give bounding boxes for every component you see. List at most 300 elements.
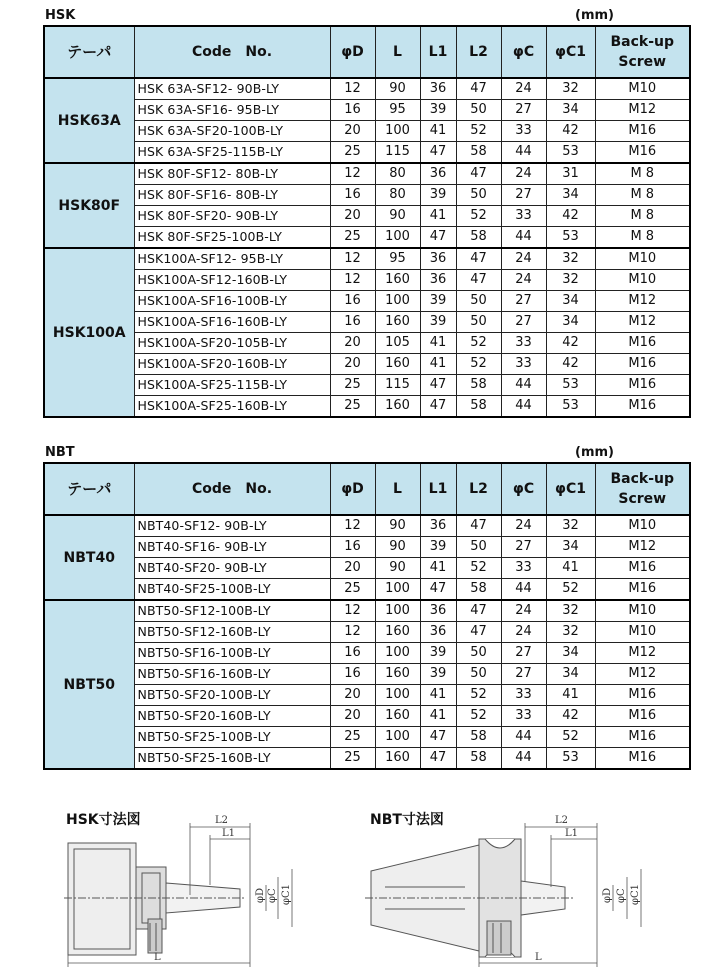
phi-c1-cell: 42 [546,354,595,375]
phi-c-cell: 33 [501,121,546,142]
table-row [44,579,690,601]
backup-screw-cell: M10 [595,515,690,537]
l2-header: L2 [456,463,501,515]
phi-c-cell: 44 [501,142,546,164]
l-cell: 90 [375,78,420,100]
code-cell: NBT50-SF25-100B-LY [134,727,330,748]
phi-d-cell: 12 [330,78,375,100]
code-header: Code No. [134,463,330,515]
code-cell: NBT50-SF25-160B-LY [134,748,330,770]
phi-c1-cell: 52 [546,579,595,601]
backup-screw-header: Back-up Screw [595,26,690,78]
l-cell: 160 [375,664,420,685]
hsk-drawing-title: HSK寸法図 [66,812,141,828]
backup-screw-cell: M12 [595,100,690,121]
phi-c-cell: 24 [501,248,546,270]
nbt-section-title: NBT [45,445,75,460]
hsk-c-label: φC [267,888,278,903]
l1-cell: 47 [420,396,456,418]
code-cell: NBT50-SF20-100B-LY [134,685,330,706]
phi-d-cell: 16 [330,291,375,312]
phi-c-cell: 33 [501,558,546,579]
code-cell: HSK 63A-SF12- 90B-LY [134,78,330,100]
backup-screw-cell: M12 [595,291,690,312]
l2-cell: 52 [456,333,501,354]
code-cell: HSK100A-SF20-105B-LY [134,333,330,354]
nbt-section-header [45,445,690,461]
hsk-l-label: L [154,952,161,963]
phi-c1-cell: 34 [546,100,595,121]
code-cell: HSK100A-SF12-160B-LY [134,270,330,291]
phi-d-header: φD [330,463,375,515]
phi-d-cell: 25 [330,579,375,601]
phi-c1-cell: 34 [546,312,595,333]
backup-screw-cell: M12 [595,664,690,685]
backup-screw-cell: M10 [595,78,690,100]
l2-cell: 47 [456,270,501,291]
backup-screw-header: Back-up Screw [595,463,690,515]
l2-cell: 52 [456,685,501,706]
l2-cell: 47 [456,163,501,185]
l-cell: 100 [375,291,420,312]
phi-d-cell: 16 [330,643,375,664]
backup-screw-cell: M12 [595,537,690,558]
l1-cell: 36 [420,163,456,185]
code-cell: NBT40-SF20- 90B-LY [134,558,330,579]
backup-screw-cell: M 8 [595,206,690,227]
phi-c1-cell: 34 [546,643,595,664]
taper-group-cell: HSK100A [44,248,134,417]
l-cell: 160 [375,396,420,418]
code-cell: HSK 80F-SF20- 90B-LY [134,206,330,227]
table-row [44,727,690,748]
phi-d-cell: 12 [330,600,375,622]
nbt-d-label: φD [602,887,613,903]
phi-c1-cell: 32 [546,622,595,643]
code-cell: HSK100A-SF16-160B-LY [134,312,330,333]
backup-screw-cell: M10 [595,248,690,270]
nbt-l2-label: L2 [555,815,569,826]
l1-cell: 41 [420,558,456,579]
phi-c1-cell: 32 [546,515,595,537]
backup-screw-cell: M10 [595,270,690,291]
nbt-header-row [44,463,690,515]
code-cell: HSK 80F-SF16- 80B-LY [134,185,330,206]
l-cell: 90 [375,558,420,579]
l2-cell: 50 [456,291,501,312]
code-cell: HSK100A-SF12- 95B-LY [134,248,330,270]
phi-c-cell: 27 [501,664,546,685]
l-cell: 160 [375,622,420,643]
phi-c-cell: 24 [501,622,546,643]
l2-cell: 47 [456,622,501,643]
l-cell: 80 [375,163,420,185]
hsk-d-label: φD [255,887,266,903]
backup-screw-cell: M16 [595,579,690,601]
l1-header: L1 [420,26,456,78]
backup-screw-cell: M16 [595,142,690,164]
hsk-l1-label: L1 [222,828,236,839]
hsk-spec-table [43,25,691,418]
l2-header: L2 [456,26,501,78]
l-cell: 80 [375,185,420,206]
nbt-l-label: L [535,952,542,963]
code-cell: NBT40-SF12- 90B-LY [134,515,330,537]
l-cell: 100 [375,600,420,622]
backup-screw-cell: M10 [595,622,690,643]
l-cell: 90 [375,537,420,558]
l-cell: 95 [375,248,420,270]
hsk-header-row [44,26,690,78]
table-row [44,600,690,622]
backup-screw-cell: M16 [595,396,690,418]
l1-cell: 47 [420,748,456,770]
phi-d-cell: 25 [330,375,375,396]
l1-cell: 36 [420,248,456,270]
taper-group-cell: HSK63A [44,78,134,163]
backup-screw-cell: M10 [595,600,690,622]
phi-d-cell: 20 [330,685,375,706]
table-row [44,248,690,270]
l2-cell: 58 [456,375,501,396]
phi-d-cell: 12 [330,622,375,643]
phi-d-cell: 25 [330,396,375,418]
l1-cell: 47 [420,142,456,164]
phi-d-cell: 20 [330,706,375,727]
table-row [44,375,690,396]
l1-cell: 39 [420,537,456,558]
code-cell: HSK100A-SF25-160B-LY [134,396,330,418]
l1-cell: 47 [420,579,456,601]
phi-c1-cell: 53 [546,396,595,418]
l1-cell: 41 [420,706,456,727]
table-row [44,664,690,685]
l2-cell: 50 [456,312,501,333]
l-cell: 100 [375,727,420,748]
phi-c1-cell: 52 [546,727,595,748]
table-row [44,515,690,537]
phi-c-cell: 44 [501,748,546,770]
phi-d-cell: 16 [330,100,375,121]
nbt-spec-table [43,462,691,770]
table-row [44,643,690,664]
l1-cell: 39 [420,100,456,121]
phi-c1-cell: 42 [546,706,595,727]
table-row [44,354,690,375]
taper-group-cell: NBT50 [44,600,134,769]
phi-c-cell: 27 [501,291,546,312]
phi-d-cell: 20 [330,206,375,227]
phi-c1-cell: 42 [546,121,595,142]
l-header: L [375,463,420,515]
code-cell: NBT40-SF25-100B-LY [134,579,330,601]
code-cell: HSK100A-SF16-100B-LY [134,291,330,312]
table-row [44,142,690,164]
table-row [44,748,690,770]
l1-cell: 36 [420,515,456,537]
phi-c1-cell: 53 [546,227,595,249]
l1-cell: 41 [420,354,456,375]
table-row [44,227,690,249]
table-row [44,100,690,121]
phi-c-cell: 24 [501,515,546,537]
hsk-l2-label: L2 [215,815,229,826]
phi-c-cell: 24 [501,270,546,291]
l2-cell: 52 [456,121,501,142]
table-row [44,78,690,100]
phi-d-cell: 12 [330,515,375,537]
phi-c-cell: 27 [501,185,546,206]
code-cell: HSK 80F-SF12- 80B-LY [134,163,330,185]
code-cell: NBT50-SF12-160B-LY [134,622,330,643]
table-row [44,312,690,333]
phi-c-cell: 44 [501,727,546,748]
code-cell: NBT50-SF16-160B-LY [134,664,330,685]
l2-cell: 58 [456,579,501,601]
code-cell: HSK 80F-SF25-100B-LY [134,227,330,249]
phi-c1-cell: 42 [546,206,595,227]
phi-c1-cell: 53 [546,142,595,164]
l2-cell: 52 [456,706,501,727]
l1-cell: 47 [420,727,456,748]
phi-c-cell: 44 [501,375,546,396]
phi-d-cell: 16 [330,312,375,333]
l1-cell: 41 [420,685,456,706]
phi-d-cell: 20 [330,121,375,142]
l2-cell: 47 [456,600,501,622]
phi-c1-cell: 32 [546,248,595,270]
phi-c1-cell: 32 [546,600,595,622]
l1-cell: 39 [420,291,456,312]
l-cell: 100 [375,227,420,249]
l-cell: 160 [375,354,420,375]
backup-screw-cell: M16 [595,354,690,375]
l1-cell: 39 [420,664,456,685]
l-cell: 160 [375,706,420,727]
l2-cell: 52 [456,354,501,375]
code-cell: HSK 63A-SF16- 95B-LY [134,100,330,121]
hsk-c1-label: φC1 [281,883,292,905]
hsk-dimension-drawing [60,805,320,973]
l2-cell: 58 [456,727,501,748]
l-cell: 90 [375,206,420,227]
l-cell: 100 [375,685,420,706]
phi-c1-cell: 32 [546,270,595,291]
phi-d-cell: 20 [330,333,375,354]
backup-screw-cell: M12 [595,312,690,333]
phi-d-cell: 12 [330,270,375,291]
table-row [44,685,690,706]
phi-d-cell: 25 [330,142,375,164]
phi-d-cell: 20 [330,558,375,579]
l-cell: 100 [375,643,420,664]
backup-screw-cell: M 8 [595,185,690,206]
nbt-l1-label: L1 [565,828,579,839]
nbt-dimension-drawing [365,805,665,973]
phi-c-cell: 44 [501,579,546,601]
code-cell: HSK 63A-SF20-100B-LY [134,121,330,142]
nbt-c1-label: φC1 [630,883,641,905]
l1-cell: 47 [420,227,456,249]
l1-cell: 39 [420,312,456,333]
phi-d-cell: 25 [330,748,375,770]
table-row [44,558,690,579]
phi-c-cell: 33 [501,685,546,706]
l-header: L [375,26,420,78]
l2-cell: 50 [456,643,501,664]
table-row [44,622,690,643]
backup-screw-cell: M16 [595,558,690,579]
table-row [44,537,690,558]
backup-screw-cell: M16 [595,727,690,748]
l2-cell: 58 [456,748,501,770]
phi-c-cell: 27 [501,100,546,121]
l2-cell: 50 [456,100,501,121]
l1-cell: 41 [420,206,456,227]
l-cell: 95 [375,100,420,121]
taper-header: テーパ [44,463,134,515]
phi-c-cell: 24 [501,163,546,185]
l-cell: 100 [375,121,420,142]
hsk-section-title: HSK [45,8,76,23]
l2-cell: 52 [456,206,501,227]
l2-cell: 50 [456,185,501,206]
l2-cell: 58 [456,142,501,164]
l1-cell: 41 [420,121,456,142]
backup-screw-cell: M 8 [595,227,690,249]
hsk-units: (mm) [575,8,614,23]
l2-cell: 52 [456,558,501,579]
table-row [44,206,690,227]
phi-c-cell: 33 [501,354,546,375]
backup-screw-cell: M16 [595,685,690,706]
phi-c-cell: 33 [501,706,546,727]
phi-c-cell: 24 [501,78,546,100]
table-row [44,291,690,312]
phi-c-cell: 33 [501,206,546,227]
phi-c1-cell: 42 [546,333,595,354]
l2-cell: 47 [456,515,501,537]
code-cell: HSK100A-SF25-115B-LY [134,375,330,396]
l-cell: 100 [375,579,420,601]
phi-c-cell: 27 [501,643,546,664]
phi-d-cell: 25 [330,727,375,748]
l2-cell: 50 [456,537,501,558]
phi-d-cell: 12 [330,248,375,270]
l1-cell: 47 [420,375,456,396]
code-header: Code No. [134,26,330,78]
phi-d-header: φD [330,26,375,78]
code-cell: NBT50-SF16-100B-LY [134,643,330,664]
l-cell: 115 [375,142,420,164]
phi-c1-cell: 41 [546,685,595,706]
l1-cell: 36 [420,600,456,622]
l1-cell: 41 [420,333,456,354]
table-row [44,185,690,206]
phi-c-cell: 44 [501,396,546,418]
l1-cell: 36 [420,78,456,100]
l-cell: 160 [375,748,420,770]
taper-group-cell: NBT40 [44,515,134,600]
backup-screw-cell: M16 [595,748,690,770]
phi-d-cell: 25 [330,227,375,249]
l2-cell: 50 [456,664,501,685]
l-cell: 105 [375,333,420,354]
phi-c-cell: 27 [501,312,546,333]
backup-screw-cell: M16 [595,333,690,354]
backup-screw-cell: M16 [595,706,690,727]
hsk-section-header [45,8,690,24]
l1-cell: 39 [420,643,456,664]
phi-d-cell: 16 [330,185,375,206]
phi-d-cell: 16 [330,664,375,685]
l1-header: L1 [420,463,456,515]
phi-c-cell: 27 [501,537,546,558]
code-cell: NBT50-SF20-160B-LY [134,706,330,727]
phi-c1-cell: 34 [546,664,595,685]
phi-c-header: φC [501,463,546,515]
phi-c1-cell: 34 [546,185,595,206]
nbt-c-label: φC [616,888,627,903]
backup-screw-cell: M12 [595,643,690,664]
phi-c1-cell: 34 [546,537,595,558]
phi-c-cell: 24 [501,600,546,622]
code-cell: NBT50-SF12-100B-LY [134,600,330,622]
phi-c1-cell: 41 [546,558,595,579]
phi-d-cell: 16 [330,537,375,558]
phi-c1-cell: 34 [546,291,595,312]
taper-group-cell: HSK80F [44,163,134,248]
phi-c-cell: 44 [501,227,546,249]
l-cell: 160 [375,270,420,291]
backup-screw-cell: M16 [595,375,690,396]
nbt-drawing-title: NBT寸法図 [370,812,444,828]
backup-screw-cell: M 8 [595,163,690,185]
code-cell: HSK100A-SF20-160B-LY [134,354,330,375]
code-cell: HSK 63A-SF25-115B-LY [134,142,330,164]
phi-c1-cell: 53 [546,375,595,396]
l1-cell: 36 [420,270,456,291]
phi-c-cell: 33 [501,333,546,354]
taper-header: テーパ [44,26,134,78]
l2-cell: 58 [456,396,501,418]
table-row [44,121,690,142]
phi-c-header: φC [501,26,546,78]
table-row [44,706,690,727]
l2-cell: 47 [456,78,501,100]
phi-c1-cell: 32 [546,78,595,100]
phi-c1-header: φC1 [546,463,595,515]
table-row [44,333,690,354]
l2-cell: 47 [456,248,501,270]
phi-c1-cell: 31 [546,163,595,185]
l1-cell: 36 [420,622,456,643]
l-cell: 115 [375,375,420,396]
table-row [44,270,690,291]
phi-c1-cell: 53 [546,748,595,770]
code-cell: NBT40-SF16- 90B-LY [134,537,330,558]
table-row [44,163,690,185]
nbt-units: (mm) [575,445,614,460]
l2-cell: 58 [456,227,501,249]
l1-cell: 39 [420,185,456,206]
l-cell: 160 [375,312,420,333]
phi-d-cell: 20 [330,354,375,375]
phi-c1-header: φC1 [546,26,595,78]
backup-screw-cell: M16 [595,121,690,142]
phi-d-cell: 12 [330,163,375,185]
l-cell: 90 [375,515,420,537]
